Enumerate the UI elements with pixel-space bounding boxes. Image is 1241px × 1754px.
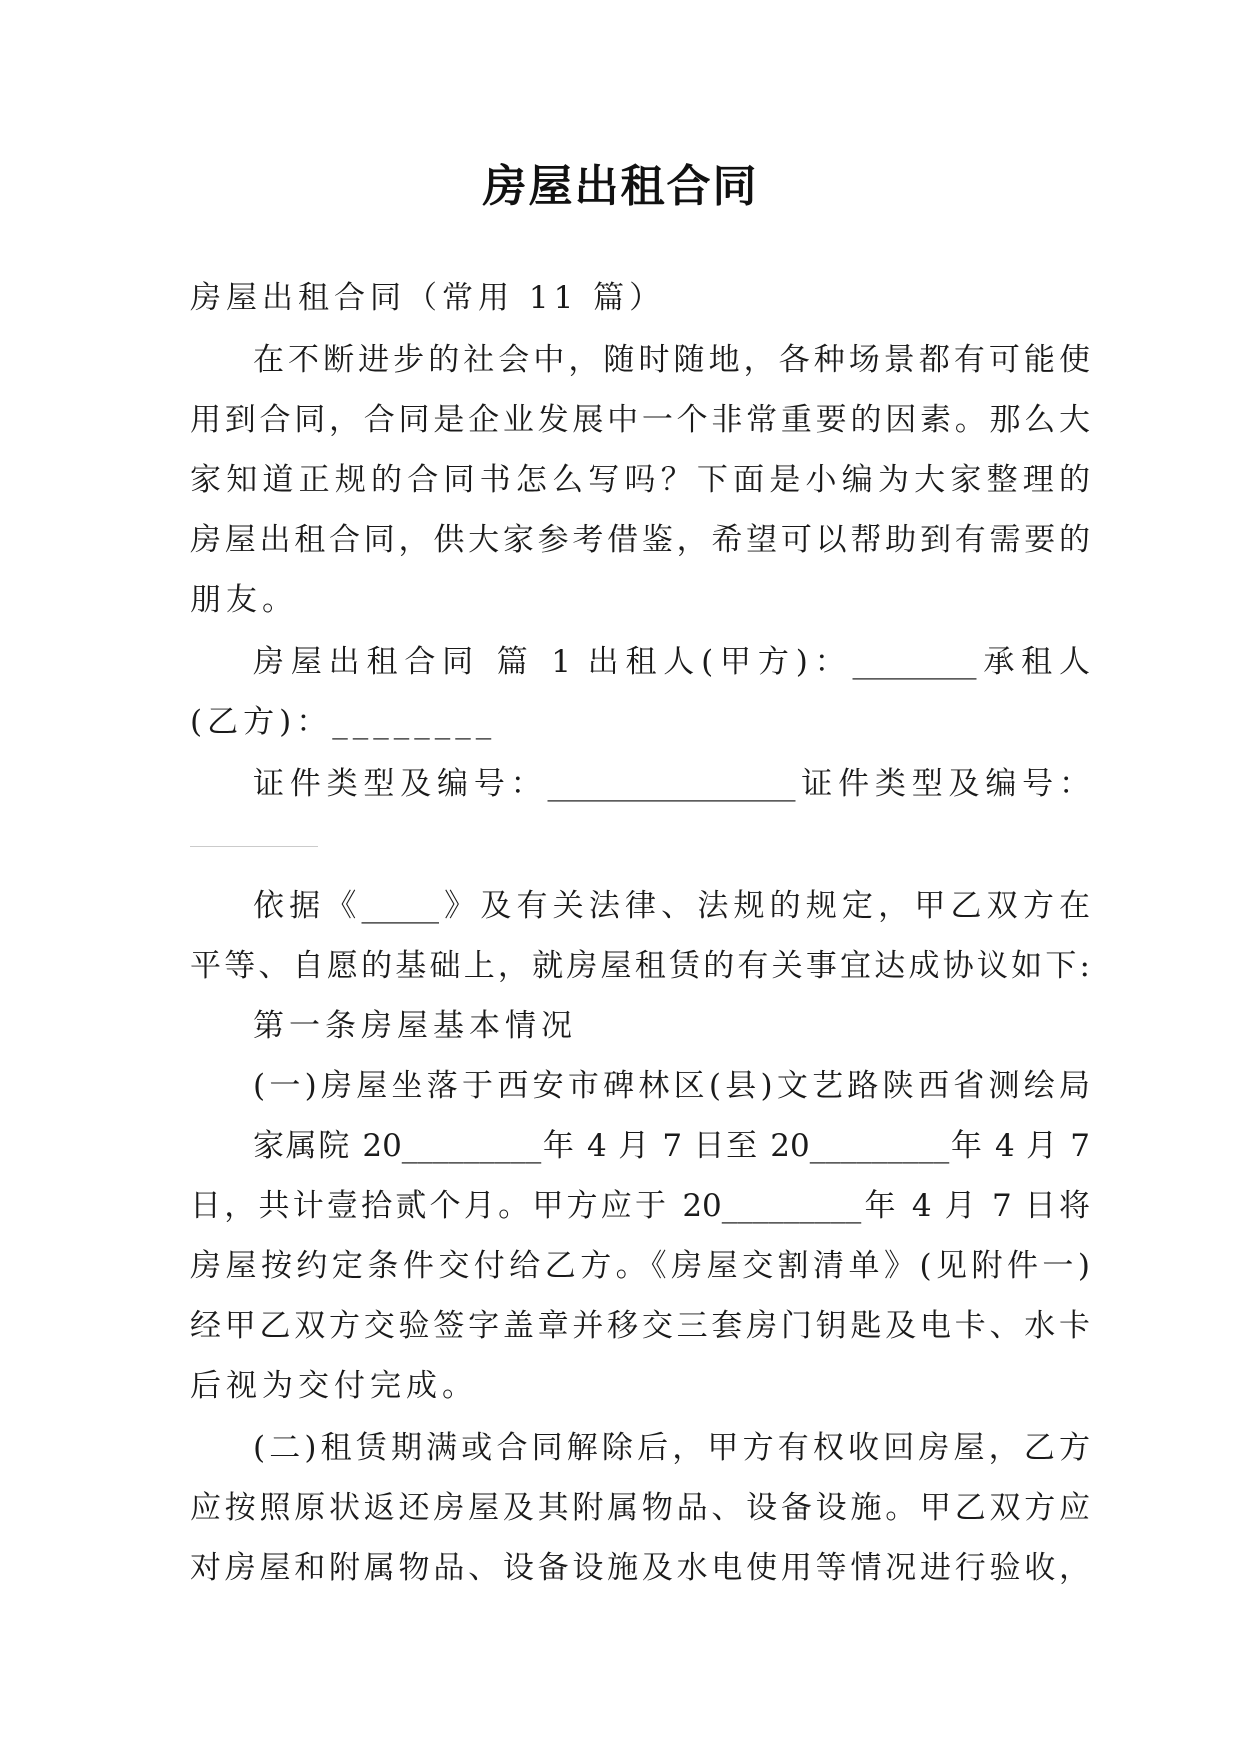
parties-line: 房屋出租合同 篇 1 出租人(甲方)：________承租人 — [253, 644, 1090, 680]
subtitle-line: 房屋出租合同（常用 11 篇） — [190, 280, 666, 316]
paragraph-line: 经甲乙双方交验签字盖章并移交三套房门钥匙及电卡、水卡 — [190, 1308, 1090, 1344]
paragraph-line: 应按照原状返还房屋及其附属物品、设备设施。甲乙双方应 — [190, 1490, 1090, 1526]
paragraph-line: (一)房屋坐落于西安市碑林区(县)文艺路陕西省测绘局 — [253, 1068, 1090, 1104]
paragraph-line: 用到合同，合同是企业发展中一个非常重要的因素。那么大 — [190, 402, 1090, 438]
id-line: 证件类型及编号：________________证件类型及编号： — [253, 766, 1090, 802]
paragraph-line: 在不断进步的社会中，随时随地，各种场景都有可能使 — [253, 342, 1090, 378]
paragraph-line: 朋友。 — [190, 582, 298, 618]
paragraph-line: 家属院 20_________年 4 月 7 日至 20_________年 4 月 7 — [253, 1128, 1090, 1164]
paragraph-line: 对房屋和附属物品、设备设施及水电使用等情况进行验收， — [190, 1550, 1090, 1586]
paragraph-line: 平等、自愿的基础上，就房屋租赁的有关事宜达成协议如下: — [190, 948, 1090, 984]
paragraph-line: 日，共计壹拾贰个月。甲方应于 20_________年 4 月 7 日将 — [190, 1188, 1090, 1224]
document-title: 房屋出租合同 — [482, 161, 759, 212]
paragraph-line: 房屋出租合同，供大家参考借鉴，希望可以帮助到有需要的 — [190, 522, 1090, 558]
paragraph-line: 家知道正规的合同书怎么写吗？下面是小编为大家整理的 — [190, 462, 1090, 498]
paragraph-line: 后视为交付完成。 — [190, 1368, 478, 1404]
paragraph-line: 房屋按约定条件交付给乙方。《房屋交割清单》(见附件一) — [190, 1248, 1090, 1284]
parties-line: (乙方)：________ — [190, 704, 497, 740]
paragraph-line: (二)租赁期满或合同解除后，甲方有权收回房屋，乙方 — [253, 1430, 1090, 1466]
id-blank-line: ________________ — [190, 828, 318, 847]
paragraph-line: 依据《_____》及有关法律、法规的规定，甲乙双方在 — [253, 888, 1090, 924]
article-heading: 第一条房屋基本情况 — [253, 1008, 577, 1044]
